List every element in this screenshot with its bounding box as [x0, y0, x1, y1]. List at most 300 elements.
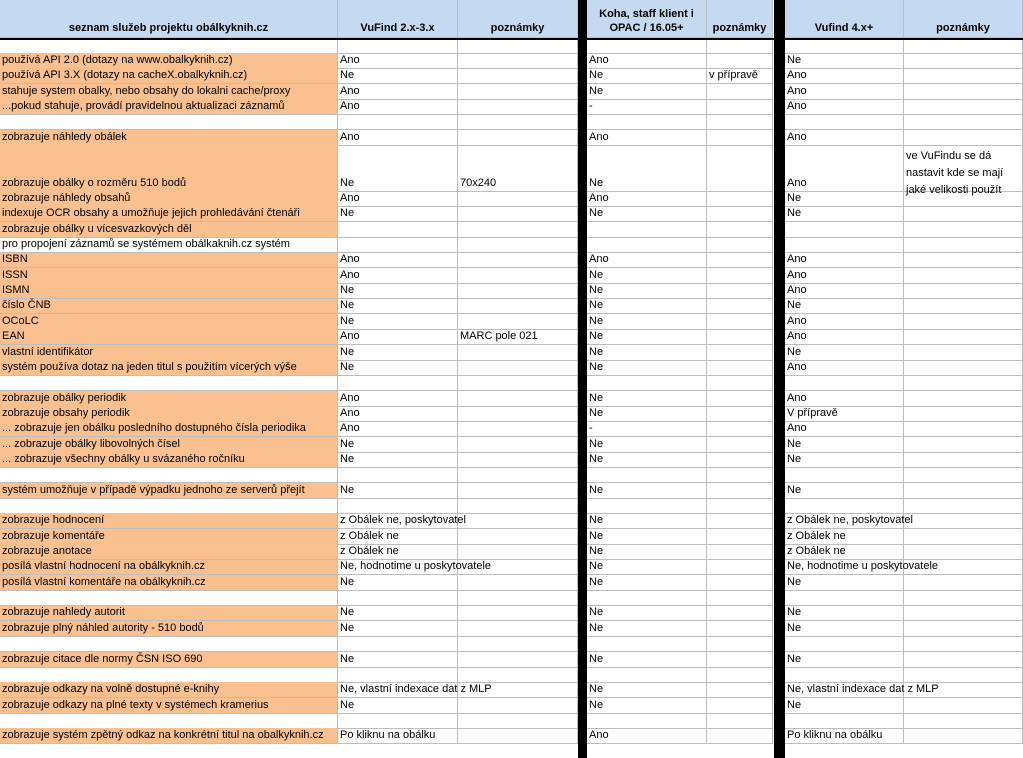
row-cell-v2[interactable]: Ano — [338, 130, 458, 146]
row-label[interactable]: ... zobrazuje obálky libovolných čísel — [0, 437, 338, 453]
row-cell-n1[interactable] — [458, 606, 578, 622]
header-koha[interactable]: Koha, staff klient i OPAC / 16.05+ — [587, 0, 707, 38]
row-cell-v4[interactable]: Ano — [785, 268, 904, 284]
row-cell-v4[interactable] — [785, 237, 904, 253]
row-cell-n2[interactable] — [707, 130, 773, 146]
row-cell-n1[interactable] — [458, 575, 578, 591]
row-cell-n1[interactable] — [458, 698, 578, 714]
row-label[interactable]: stahuje system obalky, nebo obsahy do lokalni cache/proxy — [0, 84, 338, 100]
row-cell-v4[interactable]: Ne — [785, 452, 904, 468]
row-cell-n1[interactable] — [458, 191, 578, 207]
row-cell-k[interactable]: - — [587, 421, 707, 437]
row-cell-n1[interactable]: 70x240 — [458, 145, 578, 192]
row-cell-v2[interactable]: Ne — [338, 283, 458, 299]
row-cell-n2[interactable] — [707, 498, 773, 514]
row-cell-v2[interactable]: Ano — [338, 84, 458, 100]
row-cell-n1[interactable] — [458, 621, 578, 637]
row-cell-v2[interactable]: Ne, vlastní indexace dat z MLP — [338, 682, 458, 698]
row-cell-n3[interactable] — [904, 206, 1023, 222]
row-cell-n2[interactable] — [707, 283, 773, 299]
row-cell-n1[interactable] — [458, 299, 578, 315]
row-label[interactable]: vlastní identifikátor — [0, 345, 338, 361]
row-cell-v2[interactable]: Ne — [338, 314, 458, 330]
row-cell-n1[interactable] — [458, 437, 578, 453]
row-label[interactable]: ISMN — [0, 283, 338, 299]
row-cell-k[interactable] — [587, 222, 707, 238]
row-cell-v2[interactable]: Ne — [338, 206, 458, 222]
row-cell-k[interactable]: Ne — [587, 283, 707, 299]
row-cell-n3[interactable] — [904, 483, 1023, 499]
row-cell-k[interactable] — [587, 498, 707, 514]
row-label[interactable]: používá API 2.0 (dotazy na www.obalkyknih.cz) — [0, 53, 338, 69]
row-cell-n2[interactable] — [707, 84, 773, 100]
row-cell-n1[interactable] — [458, 237, 578, 253]
row-cell-v2[interactable] — [338, 498, 458, 514]
row-label[interactable]: ... zobrazuje všechny obálky u svázaného ročníku — [0, 452, 338, 468]
row-cell-n3[interactable] — [904, 268, 1023, 284]
row-cell-n2[interactable] — [707, 560, 773, 576]
row-cell-n3[interactable] — [904, 636, 1023, 652]
row-cell-v4[interactable]: z Obálek ne — [785, 529, 904, 545]
row-cell-v2[interactable]: Ne — [338, 452, 458, 468]
row-cell-n1[interactable] — [458, 667, 578, 683]
row-cell-k[interactable]: Ne — [587, 68, 707, 84]
row-label[interactable] — [0, 375, 338, 391]
row-cell-v4[interactable]: Ano — [785, 421, 904, 437]
row-cell-n1[interactable] — [458, 283, 578, 299]
row-cell-n1[interactable] — [458, 53, 578, 69]
row-cell-n3[interactable] — [904, 237, 1023, 253]
row-cell-k[interactable]: Ne — [587, 314, 707, 330]
row-cell-n1[interactable] — [458, 544, 578, 560]
row-cell-k[interactable] — [587, 590, 707, 606]
row-label[interactable]: ISSN — [0, 268, 338, 284]
row-cell-v4[interactable] — [785, 38, 904, 54]
row-label[interactable] — [0, 667, 338, 683]
row-cell-n2[interactable] — [707, 191, 773, 207]
row-cell-n2[interactable] — [707, 467, 773, 483]
row-cell-n1[interactable] — [458, 682, 578, 698]
row-label[interactable]: ISBN — [0, 253, 338, 269]
row-cell-n1[interactable] — [458, 590, 578, 606]
row-cell-n2[interactable] — [707, 529, 773, 545]
row-cell-v2[interactable]: Ano — [338, 53, 458, 69]
row-cell-v2[interactable]: Ne — [338, 621, 458, 637]
row-cell-n1[interactable] — [458, 114, 578, 130]
row-cell-v2[interactable]: Ano — [338, 391, 458, 407]
row-cell-v4[interactable]: Ne — [785, 483, 904, 499]
row-cell-n2[interactable] — [707, 667, 773, 683]
row-label[interactable]: zobrazuje odkazy na volně dostupné e-knihy — [0, 682, 338, 698]
row-cell-n1[interactable] — [458, 360, 578, 376]
row-label[interactable]: zobrazuje anotace — [0, 544, 338, 560]
row-cell-v2[interactable]: Ano — [338, 99, 458, 115]
row-cell-n3[interactable] — [904, 84, 1023, 100]
row-cell-n2[interactable] — [707, 606, 773, 622]
row-cell-v4[interactable] — [785, 114, 904, 130]
row-cell-n1[interactable] — [458, 728, 578, 744]
row-cell-k[interactable]: Ne — [587, 652, 707, 668]
row-cell-n1[interactable] — [458, 268, 578, 284]
row-cell-k[interactable]: Ne — [587, 575, 707, 591]
row-cell-v2[interactable]: Ano — [338, 253, 458, 269]
row-cell-n1[interactable] — [458, 99, 578, 115]
row-cell-v4[interactable]: Ne — [785, 299, 904, 315]
row-cell-n1[interactable] — [458, 560, 578, 576]
row-cell-n3[interactable] — [904, 375, 1023, 391]
row-label[interactable] — [0, 114, 338, 130]
row-cell-v2[interactable]: Ano — [338, 191, 458, 207]
row-cell-n1[interactable] — [458, 513, 578, 529]
row-label[interactable]: zobrazuje náhledy obsahů — [0, 191, 338, 207]
row-cell-v4[interactable]: Ano — [785, 329, 904, 345]
row-cell-v4[interactable] — [785, 667, 904, 683]
row-cell-n2[interactable] — [707, 38, 773, 54]
row-cell-n2[interactable] — [707, 483, 773, 499]
row-cell-k[interactable]: Ne — [587, 345, 707, 361]
row-cell-v4[interactable]: Ne, hodnotime u poskytovatele — [785, 560, 904, 576]
row-cell-k[interactable]: Ne — [587, 145, 707, 192]
header-vufind2[interactable]: VuFind 2.x-3.x — [338, 0, 458, 38]
row-cell-v4[interactable]: Ano — [785, 391, 904, 407]
row-cell-v4[interactable] — [785, 636, 904, 652]
row-cell-n1[interactable] — [458, 253, 578, 269]
row-cell-n1[interactable] — [458, 529, 578, 545]
row-cell-n2[interactable] — [707, 513, 773, 529]
row-label[interactable]: ...pokud stahuje, provádí pravidelnou aktualizaci záznamů — [0, 99, 338, 115]
row-cell-v2[interactable]: Ne — [338, 345, 458, 361]
row-cell-v4[interactable] — [785, 498, 904, 514]
row-cell-k[interactable] — [587, 375, 707, 391]
row-cell-k[interactable]: Ne — [587, 437, 707, 453]
row-cell-v2[interactable]: Ne — [338, 698, 458, 714]
row-cell-k[interactable]: Ne — [587, 483, 707, 499]
row-cell-v2[interactable]: Ne — [338, 68, 458, 84]
row-cell-n1[interactable] — [458, 84, 578, 100]
row-cell-k[interactable]: Ne — [587, 268, 707, 284]
row-cell-v2[interactable]: z Obálek ne — [338, 544, 458, 560]
row-cell-k[interactable]: Ano — [587, 191, 707, 207]
row-cell-v4[interactable]: Ano — [785, 360, 904, 376]
row-cell-v4[interactable]: Ano — [785, 253, 904, 269]
row-cell-n1[interactable] — [458, 206, 578, 222]
row-label[interactable]: zobrazuje plný náhled autority - 510 bodů — [0, 621, 338, 637]
header-vufind4[interactable]: Vufind 4.x+ — [785, 0, 904, 38]
row-cell-k[interactable]: Ne — [587, 698, 707, 714]
row-cell-v4[interactable]: V přípravě — [785, 406, 904, 422]
row-cell-k[interactable]: Ne — [587, 621, 707, 637]
row-cell-v4[interactable]: Ne — [785, 53, 904, 69]
row-cell-v4[interactable]: Ano — [785, 99, 904, 115]
row-cell-n3[interactable] — [904, 652, 1023, 668]
row-cell-n2[interactable] — [707, 652, 773, 668]
row-cell-k[interactable]: Ne — [587, 606, 707, 622]
row-cell-v2[interactable]: Ne — [338, 299, 458, 315]
row-cell-v4[interactable]: Ne, vlastní indexace dat z MLP — [785, 682, 904, 698]
row-cell-n3[interactable] — [904, 38, 1023, 54]
row-label[interactable]: číslo ČNB — [0, 299, 338, 315]
row-label[interactable] — [0, 498, 338, 514]
row-cell-n1[interactable] — [458, 713, 578, 729]
row-cell-n2[interactable]: v přípravě — [707, 68, 773, 84]
row-cell-v4[interactable]: z Obálek ne — [785, 544, 904, 560]
row-label[interactable] — [0, 38, 338, 54]
row-cell-n2[interactable] — [707, 99, 773, 115]
row-cell-v4[interactable] — [785, 590, 904, 606]
row-cell-n2[interactable] — [707, 590, 773, 606]
row-cell-v2[interactable]: Ne — [338, 437, 458, 453]
row-cell-k[interactable]: Ano — [587, 253, 707, 269]
row-cell-n3[interactable] — [904, 283, 1023, 299]
row-cell-n3[interactable] — [904, 467, 1023, 483]
row-cell-n2[interactable] — [707, 698, 773, 714]
row-label[interactable]: zobrazuje nahledy autorit — [0, 606, 338, 622]
row-cell-v4[interactable]: Ne — [785, 606, 904, 622]
row-cell-v4[interactable] — [785, 222, 904, 238]
row-label[interactable]: systém používa dotaz na jeden titul s použitím vícerých výše — [0, 360, 338, 376]
row-cell-k[interactable]: Ne — [587, 513, 707, 529]
row-cell-n3[interactable] — [904, 53, 1023, 69]
row-label[interactable]: systém umožňuje v případě výpadku jednoho ze serverů přejít — [0, 483, 338, 499]
row-cell-n3[interactable] — [904, 406, 1023, 422]
row-cell-n2[interactable] — [707, 206, 773, 222]
row-cell-v2[interactable] — [338, 38, 458, 54]
row-cell-n1[interactable] — [458, 130, 578, 146]
row-cell-n1[interactable] — [458, 68, 578, 84]
row-cell-v2[interactable]: Ano — [338, 421, 458, 437]
row-cell-v2[interactable] — [338, 375, 458, 391]
row-cell-n3[interactable] — [904, 698, 1023, 714]
row-cell-v2[interactable] — [338, 222, 458, 238]
row-cell-n3[interactable] — [904, 329, 1023, 345]
row-cell-k[interactable]: Ne — [587, 360, 707, 376]
row-cell-v4[interactable]: Ne — [785, 652, 904, 668]
row-label[interactable]: ... zobrazuje jen obálku posledního dostupného čísla periodika — [0, 421, 338, 437]
row-cell-k[interactable]: Ne — [587, 452, 707, 468]
row-cell-v4[interactable]: Ne — [785, 206, 904, 222]
row-label[interactable]: indexuje OCR obsahy a umožňuje jejich prohledávání čtenáři — [0, 206, 338, 222]
row-cell-n1[interactable] — [458, 636, 578, 652]
row-cell-n3[interactable] — [904, 452, 1023, 468]
row-label[interactable]: posílá vlastní komentáře na obálkyknih.cz — [0, 575, 338, 591]
row-cell-n1[interactable] — [458, 314, 578, 330]
row-cell-n2[interactable] — [707, 53, 773, 69]
row-cell-v4[interactable]: Ne — [785, 621, 904, 637]
row-cell-k[interactable]: Ne — [587, 560, 707, 576]
row-label[interactable]: zobrazuje obsahy periodik — [0, 406, 338, 422]
row-label[interactable]: zobrazuje obálky o rozměru 510 bodů — [0, 145, 338, 192]
row-cell-v2[interactable]: Ne — [338, 606, 458, 622]
row-cell-k[interactable]: Ne — [587, 329, 707, 345]
row-cell-v2[interactable]: Ne — [338, 360, 458, 376]
row-cell-n2[interactable] — [707, 713, 773, 729]
row-cell-v4[interactable] — [785, 375, 904, 391]
row-cell-v4[interactable]: Ano — [785, 283, 904, 299]
row-cell-v2[interactable]: z Obálek ne, poskytovatel — [338, 513, 458, 529]
row-cell-v2[interactable]: Ne — [338, 575, 458, 591]
row-cell-n2[interactable] — [707, 544, 773, 560]
row-cell-v4[interactable]: Ano — [785, 84, 904, 100]
row-cell-n3[interactable] — [904, 560, 1023, 576]
row-cell-n3[interactable] — [904, 99, 1023, 115]
row-cell-n2[interactable] — [707, 268, 773, 284]
row-cell-n3[interactable] — [904, 130, 1023, 146]
row-cell-n1[interactable] — [458, 452, 578, 468]
row-cell-v4[interactable]: Ano — [785, 145, 904, 192]
row-cell-v4[interactable]: Ano — [785, 68, 904, 84]
row-cell-v2[interactable]: Po kliknu na obálku — [338, 728, 458, 744]
row-cell-n1[interactable]: MARC pole 021 — [458, 329, 578, 345]
row-cell-n3[interactable]: ve VuFindu se dá nastavit kde se mají jaké velikosti použít — [904, 145, 1023, 192]
row-cell-n3[interactable] — [904, 114, 1023, 130]
row-cell-n1[interactable] — [458, 652, 578, 668]
row-cell-v4[interactable]: Ne — [785, 437, 904, 453]
row-cell-n2[interactable] — [707, 728, 773, 744]
row-cell-v4[interactable]: Ne — [785, 575, 904, 591]
row-cell-n2[interactable] — [707, 621, 773, 637]
row-cell-k[interactable] — [587, 636, 707, 652]
row-cell-k[interactable]: Ne — [587, 406, 707, 422]
row-label[interactable] — [0, 467, 338, 483]
row-cell-n1[interactable] — [458, 391, 578, 407]
row-cell-k[interactable]: Ano — [587, 53, 707, 69]
row-cell-n3[interactable] — [904, 498, 1023, 514]
row-cell-n3[interactable] — [904, 437, 1023, 453]
row-cell-v2[interactable]: Ano — [338, 268, 458, 284]
row-label[interactable]: EAN — [0, 329, 338, 345]
row-cell-k[interactable]: Ne — [587, 544, 707, 560]
row-cell-k[interactable]: Ano — [587, 728, 707, 744]
row-cell-v2[interactable] — [338, 114, 458, 130]
row-cell-k[interactable] — [587, 667, 707, 683]
row-label[interactable]: zobrazuje obálky periodik — [0, 391, 338, 407]
header-service[interactable]: seznam služeb projektu obálkyknih.cz — [0, 0, 338, 38]
row-cell-n3[interactable] — [904, 575, 1023, 591]
row-cell-n2[interactable] — [707, 421, 773, 437]
row-cell-n3[interactable] — [904, 222, 1023, 238]
row-cell-n3[interactable] — [904, 590, 1023, 606]
row-cell-n2[interactable] — [707, 114, 773, 130]
row-label[interactable]: zobrazuje obálky u vícesvazkových děl — [0, 222, 338, 238]
row-label[interactable] — [0, 636, 338, 652]
row-cell-k[interactable]: Ne — [587, 299, 707, 315]
row-cell-v2[interactable]: Ne — [338, 145, 458, 192]
row-cell-n1[interactable] — [458, 498, 578, 514]
row-cell-n3[interactable] — [904, 421, 1023, 437]
row-cell-n3[interactable] — [904, 360, 1023, 376]
row-cell-v4[interactable]: Ne — [785, 698, 904, 714]
row-cell-n2[interactable] — [707, 329, 773, 345]
row-cell-n3[interactable] — [904, 391, 1023, 407]
row-cell-k[interactable] — [587, 713, 707, 729]
row-cell-n3[interactable] — [904, 253, 1023, 269]
row-cell-v2[interactable] — [338, 636, 458, 652]
row-cell-n2[interactable] — [707, 437, 773, 453]
row-cell-n1[interactable] — [458, 375, 578, 391]
row-cell-n3[interactable] — [904, 345, 1023, 361]
row-cell-v4[interactable]: Ano — [785, 130, 904, 146]
row-cell-n2[interactable] — [707, 314, 773, 330]
row-cell-v2[interactable] — [338, 237, 458, 253]
row-cell-n3[interactable] — [904, 68, 1023, 84]
row-label[interactable] — [0, 590, 338, 606]
row-label[interactable]: zobrazuje systém zpětný odkaz na konkrétní titul na obalkyknih.cz — [0, 728, 338, 744]
row-cell-v2[interactable] — [338, 667, 458, 683]
row-cell-n1[interactable] — [458, 421, 578, 437]
row-cell-k[interactable] — [587, 467, 707, 483]
row-cell-k[interactable]: Ano — [587, 130, 707, 146]
row-cell-n1[interactable] — [458, 38, 578, 54]
row-cell-k[interactable]: Ne — [587, 529, 707, 545]
row-cell-n3[interactable] — [904, 621, 1023, 637]
row-cell-n3[interactable] — [904, 314, 1023, 330]
row-cell-n3[interactable] — [904, 606, 1023, 622]
row-cell-n2[interactable] — [707, 299, 773, 315]
row-label[interactable]: pro propojení záznamů se systémem obálkaknih.cz systém — [0, 237, 338, 253]
row-label[interactable]: zobrazuje hodnocení — [0, 513, 338, 529]
row-cell-v2[interactable]: Ne — [338, 652, 458, 668]
row-cell-n3[interactable] — [904, 728, 1023, 744]
row-cell-k[interactable]: Ne — [587, 84, 707, 100]
row-cell-v4[interactable]: Ne — [785, 191, 904, 207]
row-cell-n2[interactable] — [707, 145, 773, 192]
row-label[interactable]: zobrazuje náhledy obálek — [0, 130, 338, 146]
row-cell-v2[interactable]: Ne — [338, 483, 458, 499]
row-cell-n3[interactable] — [904, 529, 1023, 545]
row-cell-n3[interactable] — [904, 667, 1023, 683]
row-cell-k[interactable]: Ne — [587, 206, 707, 222]
row-cell-v2[interactable]: Ano — [338, 329, 458, 345]
row-cell-v2[interactable]: z Obálek ne — [338, 529, 458, 545]
row-cell-v4[interactable]: Ne — [785, 345, 904, 361]
row-cell-n2[interactable] — [707, 375, 773, 391]
row-cell-n2[interactable] — [707, 391, 773, 407]
row-cell-v2[interactable]: Ano — [338, 406, 458, 422]
row-cell-n3[interactable] — [904, 191, 1023, 207]
row-label[interactable]: zobrazuje citace dle normy ČSN ISO 690 — [0, 652, 338, 668]
row-cell-n3[interactable] — [904, 299, 1023, 315]
row-cell-n2[interactable] — [707, 360, 773, 376]
row-cell-v2[interactable] — [338, 590, 458, 606]
row-cell-v4[interactable]: Ano — [785, 314, 904, 330]
header-notes1[interactable]: poznámky — [458, 0, 578, 38]
row-cell-n1[interactable] — [458, 467, 578, 483]
row-cell-v4[interactable]: z Obálek ne, poskytovatel — [785, 513, 904, 529]
row-cell-n3[interactable] — [904, 682, 1023, 698]
row-cell-n1[interactable] — [458, 222, 578, 238]
row-cell-v4[interactable] — [785, 713, 904, 729]
row-label[interactable] — [0, 713, 338, 729]
row-cell-n3[interactable] — [904, 713, 1023, 729]
row-cell-n2[interactable] — [707, 636, 773, 652]
row-cell-v2[interactable] — [338, 467, 458, 483]
row-cell-n1[interactable] — [458, 345, 578, 361]
row-label[interactable]: zobrazuje odkazy na plné texty v systémech kramerius — [0, 698, 338, 714]
row-cell-v4[interactable]: Po kliknu na obálku — [785, 728, 904, 744]
row-cell-n2[interactable] — [707, 222, 773, 238]
row-label[interactable]: OCoLC — [0, 314, 338, 330]
row-cell-n2[interactable] — [707, 452, 773, 468]
row-cell-k[interactable]: - — [587, 99, 707, 115]
row-cell-n3[interactable] — [904, 513, 1023, 529]
row-cell-n3[interactable] — [904, 544, 1023, 560]
row-cell-v4[interactable] — [785, 467, 904, 483]
row-cell-n2[interactable] — [707, 345, 773, 361]
row-cell-n1[interactable] — [458, 483, 578, 499]
row-label[interactable]: posílá vlastní hodnocení na obálkyknih.cz — [0, 560, 338, 576]
row-label[interactable]: zobrazuje komentáře — [0, 529, 338, 545]
row-cell-n2[interactable] — [707, 253, 773, 269]
